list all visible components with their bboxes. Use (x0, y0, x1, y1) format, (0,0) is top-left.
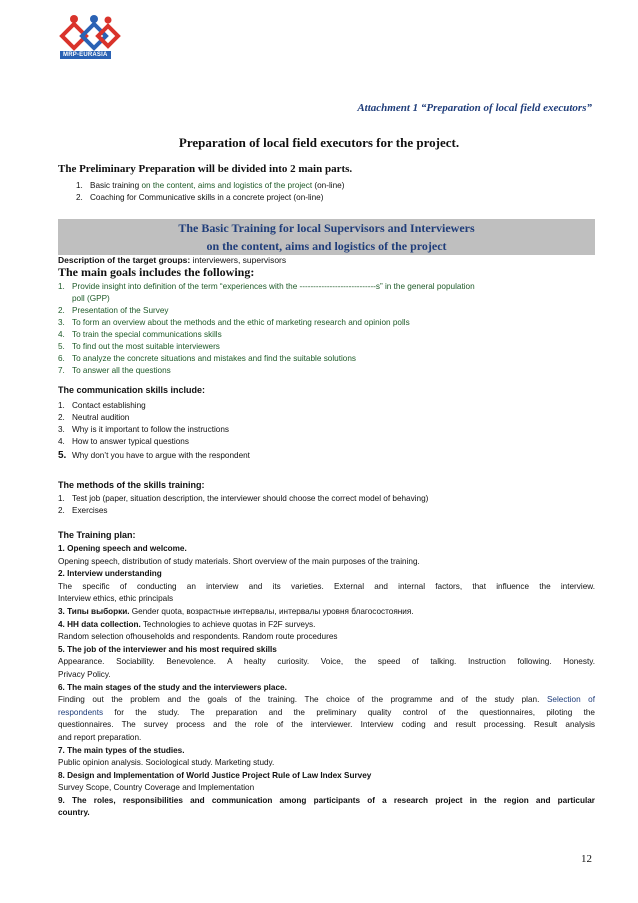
goals-list (58, 281, 475, 377)
list-item: 3. Why is it important to follow the instructions (58, 425, 229, 434)
methods-heading: The methods of the skills training: (58, 480, 205, 490)
goals-heading: The main goals includes the following: (58, 265, 255, 279)
preliminary-heading: The Preliminary Preparation will be divided into 2 main parts. (58, 163, 353, 175)
section-banner (58, 219, 595, 255)
methods-list (58, 493, 428, 517)
plan-step-8-body: Survey Scope, Country Coverage and Implementation (58, 783, 255, 793)
list-item: 4. How to answer typical questions (58, 437, 189, 446)
list-item: 1. Contact establishing (58, 401, 146, 410)
list-item: 2. Presentation of the Survey (58, 306, 169, 315)
page-number: 12 (581, 853, 592, 865)
page-title: Preparation of local field executors for the project. (178, 135, 460, 150)
plan-step-6-title: 6. The main stages of the study and the interviewers place. (58, 682, 287, 692)
plan-step-9-title-cont: country. (58, 808, 90, 818)
plan-step-4: 4. HH data collection. Technologies to achieve quotas in F2F surveys. (58, 619, 316, 629)
comm-heading: The communication skills include: (58, 385, 206, 395)
plan-step-1-body: Opening speech, distribution of study materials. Short overview of the main purposes of the training. (58, 556, 420, 566)
plan-step-6-body-3: questionnaires. The survey process and the role of the interviewer. Interview coding and result processing. Result analysis (58, 720, 595, 730)
plan-step-7-title: 7. The main types of the studies. (58, 745, 185, 755)
plan-step-6-body-4: and report preparation. (58, 732, 142, 742)
logo-text: MRP-EURASIA (60, 51, 111, 59)
training-plan (58, 543, 595, 820)
banner-line-2: on the content, aims and logistics of the project (206, 239, 447, 253)
list-item: 2. Exercises (58, 506, 108, 515)
list-item: 1. Provide insight into definition of the term “experiences with the ----------------------------s” in the general population (58, 282, 475, 291)
list-item: 3. To form an overview about the methods and the ethic of marketing research and opinion polls (58, 318, 410, 327)
list-item: 1. Test job (paper, situation description, the interviewer should choose the correct model of behaving) (58, 494, 429, 503)
plan-step-1-title: 1. Opening speech and welcome. (58, 544, 187, 553)
list-item: 4. To train the special communications skills (58, 330, 222, 339)
plan-step-6-body-2: respondents for the study. The preparation and the preliminary quality control of the questionnaires, piloting the (58, 707, 595, 717)
list-item: 2. Neutral audition (58, 413, 130, 422)
plan-step-6-body-1: Finding out the problem and the goals of the training. The choice of the programme and of the study plan. Selection of (58, 695, 595, 705)
plan-step-2-title: 2. Interview understanding (58, 569, 162, 579)
list-item: 6. To analyze the concrete situations and mistakes and find the suitable solutions (58, 354, 357, 363)
attachment-title: Attachment 1 “Preparation of local field executors” (357, 102, 592, 114)
plan-step-9-title: 9. The roles, responsibilities and communication among participants of a research project in the region and particular (58, 795, 595, 805)
plan-step-5-title: 5. The job of the interviewer and his most required skills (58, 644, 277, 654)
plan-step-2-body-cont: Interview ethics, ethic principals (58, 594, 174, 604)
list-item-continuation: poll (GPP) (72, 294, 110, 303)
list-item: 2. Coaching for Communicative skills in a concrete project (on-line) (76, 193, 324, 202)
list-item: 5. Why don’t you have to argue with the respondent (58, 450, 250, 461)
plan-step-4-body: Random selection ofhouseholds and respondents. Random route procedures (58, 632, 338, 642)
target-groups: Description of the target groups: interviewers, supervisors (58, 255, 287, 265)
plan-step-5-body: Appearance. Sociability. Benevolence. A healty curiosity. Voice, the speed of talking. Instruction following. Honesty. (58, 657, 595, 667)
plan-step-8-title: 8. Design and Implementation of World Justice Project Rule of Law Index Survey (58, 770, 372, 780)
plan-heading: The Training plan: (58, 530, 136, 540)
plan-step-3: 3. Типы выборки. Gender quota, возрастные интервалы, интервалы уровня благосостояния. (58, 606, 414, 616)
preliminary-list (76, 180, 344, 204)
list-item: 1. Basic training on the content, aims and logistics of the project (on-line) (76, 181, 345, 190)
plan-step-7-body: Public opinion analysis. Sociological study. Marketing study. (58, 758, 275, 768)
list-item: 7. To answer all the questions (58, 366, 171, 375)
list-item: 5. To find out the most suitable interviewers (58, 342, 220, 351)
plan-step-5-body-cont: Privacy Policy. (58, 669, 111, 679)
plan-step-2-body: The specific of conducting an interview and its varieties. External and internal factors, that influence the interview. (58, 581, 595, 591)
banner-line-1: The Basic Training for local Supervisors and Interviewers (178, 221, 475, 235)
comm-list (58, 400, 250, 462)
